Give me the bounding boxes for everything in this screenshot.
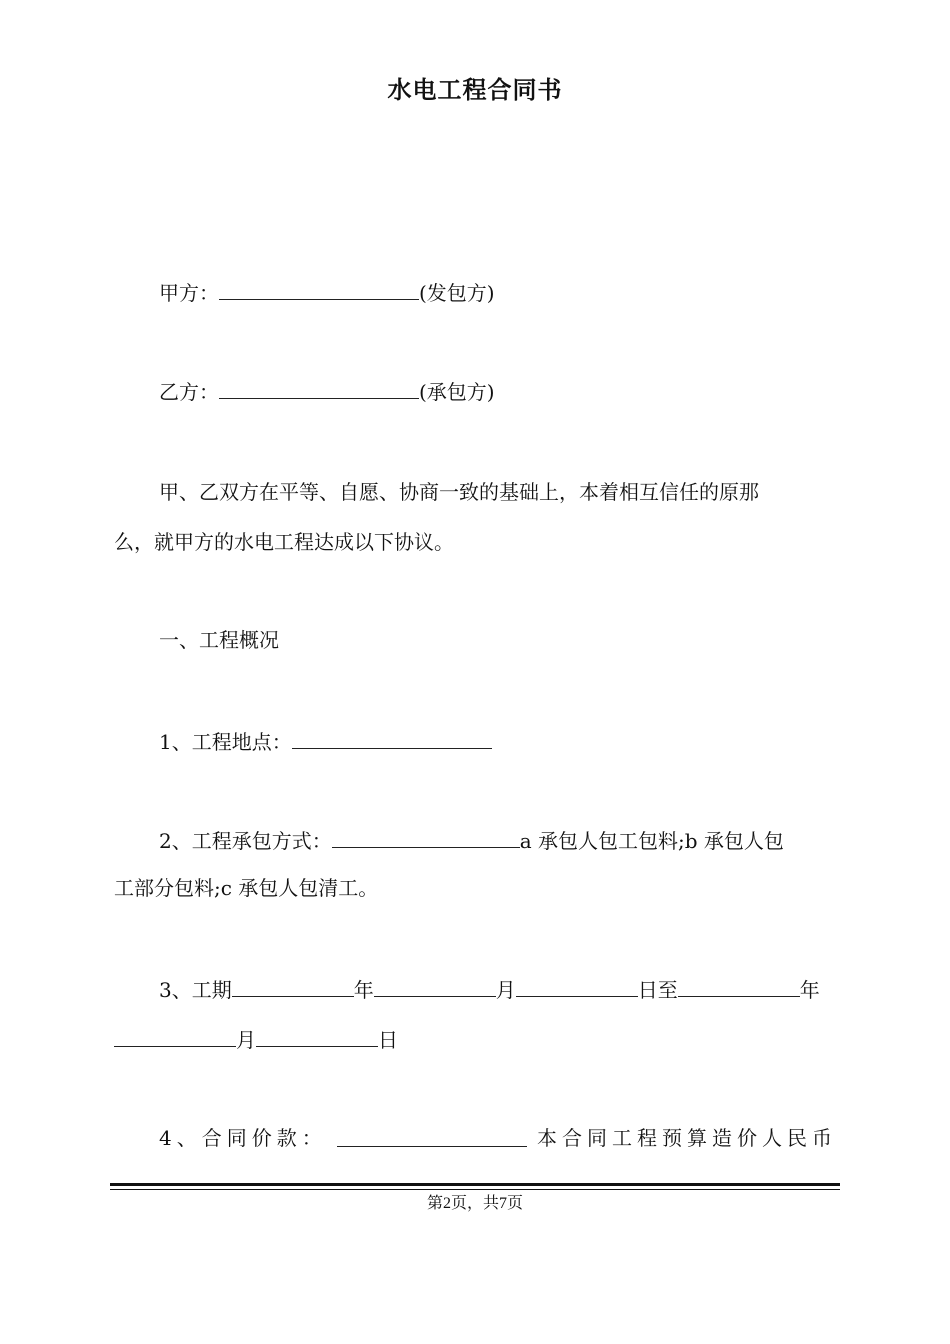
party-a-label: 甲方： <box>159 281 219 305</box>
party-b-line <box>159 376 495 406</box>
item-3-line-2 <box>114 1024 398 1054</box>
item-3-line-1 <box>159 974 820 1004</box>
item-4-text: 本合同工程预算造价人民币 <box>536 1126 837 1150</box>
party-a-line <box>159 277 495 307</box>
intro-line-2: 么，就甲方的水电工程达成以下协议。 <box>114 530 454 554</box>
footer-rule-thin <box>110 1189 840 1190</box>
page-number: 第2页，共7页 <box>426 1195 523 1212</box>
document-title: 水电工程合同书 <box>387 75 563 104</box>
item-2-line-2: 工部分包料;c 承包人包清工。 <box>114 876 379 900</box>
item-4-line <box>159 1124 837 1152</box>
item-3-day-to: 日至 <box>637 978 678 1002</box>
party-a-blank[interactable] <box>219 277 419 300</box>
section-1-heading: 一、工程概况 <box>159 628 279 652</box>
party-b-label: 乙方： <box>159 380 219 404</box>
party-a-suffix: (发包方) <box>419 281 495 305</box>
item-3-start-month-blank[interactable] <box>374 974 496 997</box>
item-3-label: 3、工期 <box>159 978 232 1002</box>
item-3-year-1: 年 <box>353 978 374 1002</box>
item-2-label: 2、工程承包方式： <box>159 829 332 853</box>
item-1-blank[interactable] <box>292 726 492 749</box>
item-3-start-day-blank[interactable] <box>516 974 638 997</box>
item-3-month-2: 月 <box>236 1028 256 1052</box>
item-4-label: 4、合同价款： <box>159 1126 327 1150</box>
party-b-blank[interactable] <box>219 376 419 399</box>
item-3-end-year-blank[interactable] <box>678 974 800 997</box>
footer-rule-thick <box>110 1183 840 1186</box>
item-2-blank[interactable] <box>332 825 520 848</box>
intro-line-1: 甲、乙双方在平等、自愿、协商一致的基础上，本着相互信任的原那 <box>159 480 759 504</box>
item-1-line <box>159 726 492 756</box>
item-2-text-1: a 承包人包工包料;b 承包人包 <box>519 829 784 853</box>
party-b-suffix: (承包方) <box>419 380 495 404</box>
item-3-start-year-blank[interactable] <box>232 974 354 997</box>
item-3-end-month-blank[interactable] <box>114 1024 236 1047</box>
item-1-label: 1、工程地点： <box>159 730 292 754</box>
item-3-day: 日 <box>378 1028 398 1052</box>
item-3-year-2: 年 <box>799 978 820 1002</box>
item-4-blank[interactable] <box>337 1124 527 1147</box>
item-3-end-day-blank[interactable] <box>256 1024 378 1047</box>
item-3-month-1: 月 <box>495 978 516 1002</box>
item-2-line-1 <box>159 825 784 855</box>
